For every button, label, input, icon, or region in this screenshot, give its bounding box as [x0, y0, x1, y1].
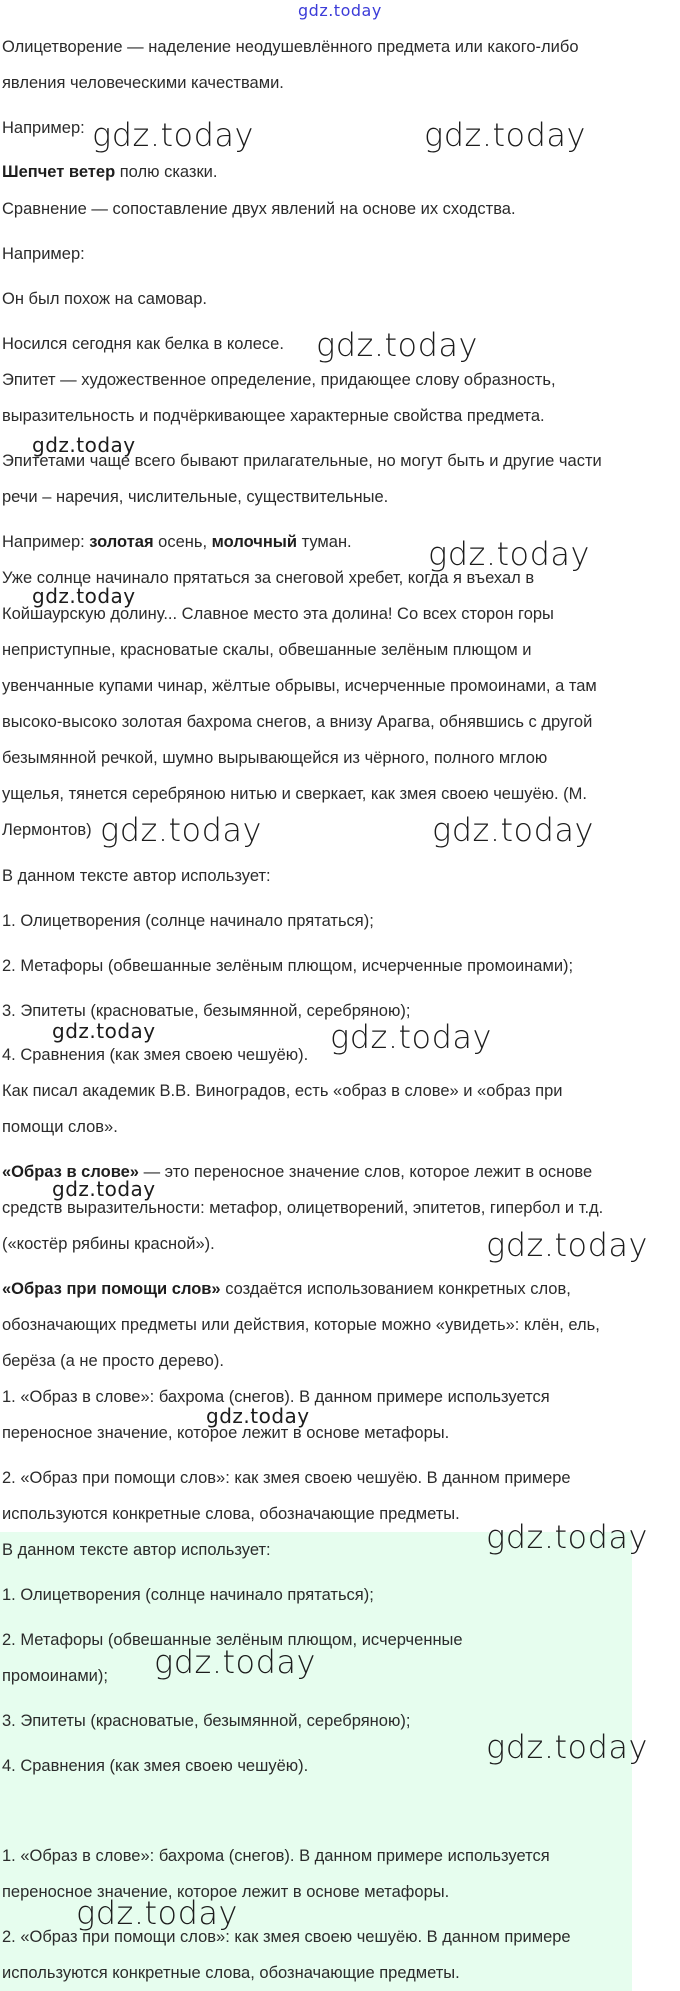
text-segment: 1. «Образ в слове»: бахрома (снегов). В данном примере используется	[2, 1847, 550, 1865]
text-line	[2, 640, 531, 660]
text-segment: Например:	[2, 119, 85, 137]
watermark: gdz.today	[486, 1518, 648, 1556]
bold-term: золотая	[89, 533, 154, 551]
text-line	[2, 162, 217, 182]
text-segment: 2. Метафоры (обвешанные зелёным плющом, исчерченные	[2, 1631, 463, 1649]
text-line	[2, 289, 207, 309]
text-line	[2, 1585, 374, 1605]
text-segment: промоинами);	[2, 1667, 108, 1685]
text-segment: обозначающих предметы или действия, которые можно «увидеть»: клён, ель,	[2, 1316, 600, 1334]
text-segment: Например:	[2, 533, 90, 551]
text-segment: Носился сегодня как белка в колесе.	[2, 335, 284, 353]
watermark: gdz.today	[92, 116, 254, 154]
text-segment: 3. Эпитеты (красноватые, безымянной, серебряною);	[2, 1712, 411, 1730]
text-segment: выразительность и подчёркивающее характерные свойства предмета.	[2, 407, 545, 425]
text-segment: В данном тексте автор использует:	[2, 1541, 271, 1559]
text-line	[2, 406, 545, 426]
text-segment: 4. Сравнения (как змея своею чешуёю).	[2, 1757, 309, 1775]
watermark: gdz.today	[32, 584, 136, 608]
text-line	[2, 866, 271, 886]
watermark-top: gdz.today	[298, 1, 382, 20]
watermark: gdz.today	[154, 1643, 316, 1681]
text-segment: помощи слов».	[2, 1118, 118, 1136]
text-segment: переносное значение, которое лежит в основе метафоры.	[2, 1883, 450, 1901]
text-segment: — это переносное значение слов, которое лежит в основе	[138, 1163, 593, 1181]
text-line	[2, 1081, 563, 1101]
text-line	[2, 199, 516, 219]
text-line	[2, 532, 352, 552]
text-line	[2, 1351, 224, 1371]
text-line	[2, 956, 573, 976]
text-line	[2, 712, 592, 732]
text-segment: осень,	[153, 533, 212, 551]
watermark: gdz.today	[424, 116, 586, 154]
text-segment: 2. Метафоры (обвешанные зелёным плющом, исчерченные промоинами);	[2, 957, 574, 975]
watermark: gdz.today	[76, 1894, 238, 1932]
text-segment: Уже солнце начинало прятаться за снеговой хребет, когда я въехал в	[2, 569, 535, 587]
text-segment: ущелья, тянется серебряною нитью и сверкает, как змея своею чешуёю. (М.	[2, 785, 588, 803]
text-segment: Сравнение — сопоставление двух явлений на основе их сходства.	[2, 200, 516, 218]
bold-term: молочный	[211, 533, 298, 551]
text-line	[2, 1711, 410, 1731]
watermark: gdz.today	[486, 1226, 648, 1264]
text-segment: Олицетворение — наделение неодушевлённого предмета или какого-либо	[2, 38, 579, 56]
text-segment: В данном тексте автор использует:	[2, 867, 271, 885]
text-segment: Эпитет — художественное определение, придающее слову образность,	[2, 371, 556, 389]
text-line	[2, 911, 374, 931]
text-line	[2, 244, 85, 264]
text-line	[2, 1234, 215, 1254]
text-line	[2, 1279, 571, 1299]
text-line	[2, 370, 556, 390]
text-segment: полю сказки.	[115, 163, 218, 181]
text-line	[2, 784, 587, 804]
text-segment: 2. «Образ при помощи слов»: как змея своею чешуёю. В данном примере	[2, 1469, 571, 1487]
text-line	[2, 1468, 571, 1488]
watermark: gdz.today	[32, 433, 136, 457]
text-line	[2, 1045, 308, 1065]
text-segment: туман.	[297, 533, 352, 551]
watermark: gdz.today	[428, 535, 590, 573]
text-segment: («костёр рябины красной»).	[2, 1235, 215, 1253]
text-line	[2, 676, 597, 696]
text-segment: увенчанные купами чинар, жёлтые обрывы, исчерченные промоинами, а там	[2, 677, 597, 695]
text-segment: Он был похож на самовар.	[2, 290, 207, 308]
text-line	[2, 37, 579, 57]
text-line	[2, 1846, 550, 1866]
watermark: gdz.today	[316, 326, 478, 364]
text-segment: неприступные, красноватые скалы, обвешанные зелёным плющом и	[2, 641, 532, 659]
text-segment: Эпитетами чаще всего бывают прилагательные, но могут быть и другие части	[2, 452, 602, 470]
watermark: gdz.today	[486, 1728, 648, 1766]
text-line	[2, 820, 92, 840]
text-segment: переносное значение, которое лежит в основе метафоры.	[2, 1424, 450, 1442]
text-line	[2, 1504, 460, 1524]
text-segment: 3. Эпитеты (красноватые, безымянной, серебряною);	[2, 1002, 411, 1020]
text-segment: Лермонтов)	[2, 821, 92, 839]
watermark: gdz.today	[206, 1404, 310, 1428]
text-segment: 1. «Образ в слове»: бахрома (снегов). В данном примере используется	[2, 1388, 550, 1406]
text-line	[2, 1198, 603, 1218]
text-segment: средств выразительности: метафор, олицетворений, эпитетов, гипербол и т.д.	[2, 1199, 604, 1217]
text-segment: высоко-высоко золотая бахрома снегов, а внизу Арагва, обнявшись с другой	[2, 713, 593, 731]
bold-term: «Образ при помощи слов»	[2, 1280, 221, 1298]
watermark: gdz.today	[432, 811, 594, 849]
bold-term: «Образ в слове»	[2, 1163, 139, 1181]
text-segment: берёза (а не просто дерево).	[2, 1352, 224, 1370]
watermark: gdz.today	[52, 1019, 156, 1043]
text-segment: 1. Олицетворения (солнце начинало прятаться);	[2, 1586, 374, 1604]
text-segment: 1. Олицетворения (солнце начинало прятаться);	[2, 912, 374, 930]
text-line	[2, 73, 284, 93]
text-line	[2, 748, 547, 768]
text-segment: Например:	[2, 245, 85, 263]
text-segment: используются конкретные слова, обозначающие предметы.	[2, 1964, 460, 1982]
text-line	[2, 1666, 108, 1686]
text-segment: Как писал академик В.В. Виноградов, есть «образ в слове» и «образ при	[2, 1082, 563, 1100]
text-line	[2, 1963, 460, 1983]
text-segment: создаётся использованием конкретных слов,	[220, 1280, 571, 1298]
text-segment: 2. «Образ при помощи слов»: как змея своею чешуёю. В данном примере	[2, 1928, 571, 1946]
watermark: gdz.today	[52, 1177, 156, 1201]
text-line	[2, 1117, 118, 1137]
text-line	[2, 487, 388, 507]
bold-term: Шепчет ветер	[2, 163, 116, 181]
text-line	[2, 1315, 600, 1335]
text-line	[2, 334, 284, 354]
text-segment: 4. Сравнения (как змея своею чешуёю).	[2, 1046, 309, 1064]
text-segment: безымянной речкой, шумно вырывающейся из чёрного, полного мглою	[2, 749, 548, 767]
text-line	[2, 1540, 271, 1560]
text-line	[2, 1756, 308, 1776]
text-segment: речи – наречия, числительные, существительные.	[2, 488, 389, 506]
watermark: gdz.today	[100, 811, 262, 849]
watermark: gdz.today	[330, 1018, 492, 1056]
text-segment: явления человеческими качествами.	[2, 74, 284, 92]
text-line	[2, 118, 85, 138]
text-segment: используются конкретные слова, обозначающие предметы.	[2, 1505, 460, 1523]
text-segment: Койшаурскую долину... Славное место эта долина! Со всех сторон горы	[2, 605, 554, 623]
